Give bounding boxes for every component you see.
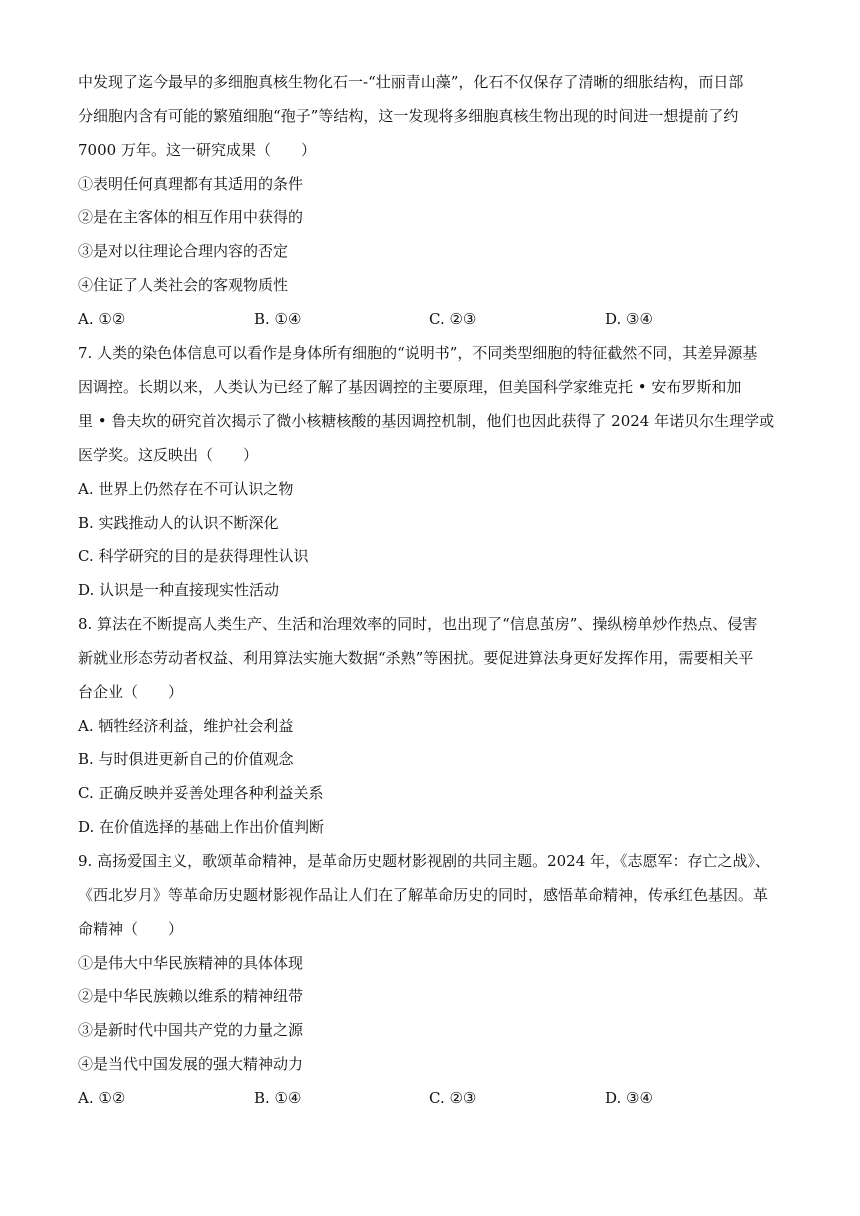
q7-stem-line-1: 7. 人类的染色体信息可以看作是身体所有细胞的“说明书”，不同类型细胞的特征截然不同，其差异源基 bbox=[78, 344, 758, 362]
q6-statement-2: ②是在主客体的相互作用中获得的 bbox=[78, 208, 304, 226]
q6-stem-line-3: 7000 万年。这一研究成果（ ） bbox=[78, 141, 316, 159]
q8-stem-line-1: 8. 算法在不断提高人类生产、生活和治理效率的同时，也出现了“信息茧房”、操纵榜单炒作热点、侵害 bbox=[78, 615, 758, 633]
q8-stem-line-3: 台企业（ ） bbox=[78, 683, 184, 701]
q9-stem-line-3: 命精神（ ） bbox=[78, 920, 184, 938]
q9-stem-line-2: 《西北岁月》等革命历史题材影视作品让人们在了解革命历史的同时，感悟革命精神，传承红色基因。革 bbox=[78, 886, 769, 904]
q6-stem-line-2: 分细胞内含有可能的繁殖细胞“孢子”等结构，这一发现将多细胞真核生物出现的时间进一想提前了约 bbox=[78, 107, 739, 125]
q7-stem-line-2: 因调控。长期以来，人类认为已经了解了基因调控的主要原理，但美国科学家维克托 • 安布罗斯和加 bbox=[78, 378, 742, 396]
q6-option-a: A. ①② bbox=[78, 310, 126, 328]
q8-option-d: D. 在价值选择的基础上作出价值判断 bbox=[78, 818, 325, 836]
q9-option-d: D. ③④ bbox=[605, 1089, 653, 1107]
q9-option-c: C. ②③ bbox=[429, 1089, 477, 1107]
q6-statement-4: ④住证了人类社会的客观物质性 bbox=[78, 276, 289, 294]
q9-statement-3: ③是新时代中国共产党的力量之源 bbox=[78, 1021, 304, 1039]
q6-option-c: C. ②③ bbox=[429, 310, 477, 328]
q8-option-a: A. 牺牲经济利益，维护社会利益 bbox=[78, 717, 294, 735]
q7-option-d: D. 认识是一种直接现实性活动 bbox=[78, 581, 280, 599]
q9-statement-1: ①是伟大中华民族精神的具体体现 bbox=[78, 954, 304, 972]
q6-option-d: D. ③④ bbox=[605, 310, 653, 328]
q6-stem-line-1: 中发现了迄今最早的多细胞真核生物化石一-“壮丽青山藻”，化石不仅保存了清晰的细胀结构，而日部 bbox=[78, 73, 744, 91]
q8-stem-line-2: 新就业形态劳动者权益、利用算法实施大数据“杀熟”等困扰。要促进算法身更好发挥作用，需要相关平 bbox=[78, 649, 754, 667]
q9-option-b: B. ①④ bbox=[254, 1089, 302, 1107]
q7-stem-line-4: 医学奖。这反映出（ ） bbox=[78, 446, 259, 464]
q6-option-b: B. ①④ bbox=[254, 310, 302, 328]
q9-stem-line-1: 9. 高扬爱国主义，歌颂革命精神，是革命历史题材影视剧的共同主题。2024 年，《志愿军：存亡之战》、 bbox=[78, 852, 771, 870]
q8-option-b: B. 与时俱进更新自己的价值观念 bbox=[78, 750, 294, 768]
q7-option-b: B. 实践推动人的认识不断深化 bbox=[78, 514, 279, 532]
q9-statement-2: ②是中华民族赖以维系的精神纽带 bbox=[78, 987, 304, 1005]
q7-option-a: A. 世界上仍然存在不可认识之物 bbox=[78, 480, 294, 498]
q9-option-a: A. ①② bbox=[78, 1089, 126, 1107]
q7-stem-line-3: 里 • 鲁夫坎的研究首次揭示了微小核糖核酸的基因调控机制，他们也因此获得了 2024 年诺贝尔生理学或 bbox=[78, 412, 775, 430]
q6-statement-1: ①表明任何真理都有其适用的条件 bbox=[78, 175, 304, 193]
q8-option-c: C. 正确反映并妥善处理各种利益关系 bbox=[78, 784, 324, 802]
q6-statement-3: ③是对以往理论合理内容的否定 bbox=[78, 242, 289, 260]
q6-options bbox=[78, 309, 778, 329]
q9-statement-4: ④是当代中国发展的强大精神动力 bbox=[78, 1055, 304, 1073]
q9-options bbox=[78, 1088, 778, 1108]
q7-option-c: C. 科学研究的目的是获得理性认识 bbox=[78, 547, 309, 565]
